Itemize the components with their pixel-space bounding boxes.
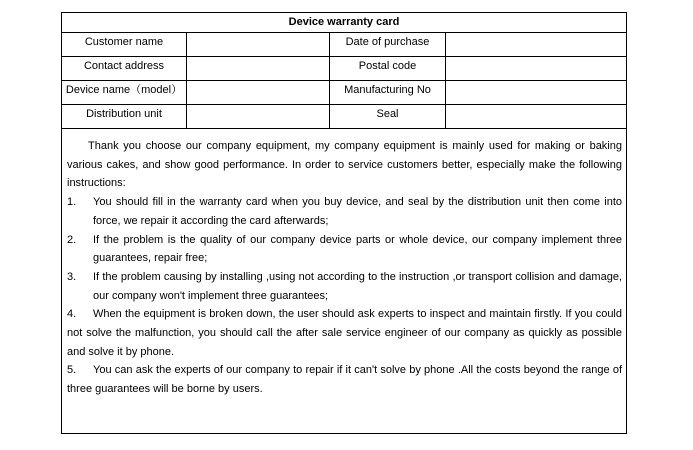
instruction-text: When the equipment is broken down, the user should ask experts to inspect and maintain firstly. If you could not solve the malfunction, you should call the after sale service engineer of our company as quickly as possible and solve it by phone.: [67, 308, 622, 358]
field-row-distribution: [62, 105, 626, 129]
card-title: Device warranty card: [62, 13, 626, 33]
value-manufacturing-no: [446, 81, 626, 104]
field-row-customer: [62, 33, 626, 57]
instruction-number: 2.: [67, 233, 77, 246]
instruction-number: 3.: [67, 270, 77, 283]
instruction-number: 4.: [67, 308, 77, 321]
label-contact-address: Contact address: [62, 57, 187, 80]
value-seal: [446, 105, 626, 128]
instruction-item: [67, 231, 622, 268]
value-customer-name: [187, 33, 330, 56]
instruction-number: 5.: [67, 364, 77, 377]
instruction-item: [67, 193, 622, 230]
label-distribution-unit: Distribution unit: [62, 105, 187, 128]
label-postal-code: Postal code: [330, 57, 446, 80]
field-row-device: [62, 81, 626, 105]
label-customer-name: Customer name: [62, 33, 187, 56]
instructions-body: [67, 137, 622, 399]
value-distribution-unit: [187, 105, 330, 128]
instruction-text: If the problem is the quality of our company device parts or whole device, our company implement three guarantees, repair free;: [93, 233, 622, 265]
value-contact-address: [187, 57, 330, 80]
warranty-card: [61, 12, 627, 434]
instruction-item: [67, 361, 622, 398]
instruction-item: [67, 268, 622, 305]
label-device-name: Device name（model）: [62, 81, 187, 104]
label-manufacturing-no: Manufacturing No: [330, 81, 446, 104]
instruction-item: [67, 305, 622, 361]
value-date-of-purchase: [446, 33, 626, 56]
instruction-text: You can ask the experts of our company to repair if it can't solve by phone .All the costs beyond the range of three guarantees will be borne by users.: [67, 364, 622, 396]
instruction-text: You should fill in the warranty card when you buy device, and seal by the distribution unit then come into force, we repair it according the card afterwards;: [93, 196, 622, 227]
label-date-of-purchase: Date of purchase: [330, 33, 446, 56]
label-seal: Seal: [330, 105, 446, 128]
field-row-address: [62, 57, 626, 81]
instruction-number: 1.: [67, 196, 77, 209]
value-device-name: [187, 81, 330, 104]
instructions-intro: Thank you choose our company equipment, my company equipment is mainly used for making or baking various cakes, and show good performance. In order to service customers better, especially make the following instructions:: [67, 140, 622, 190]
value-postal-code: [446, 57, 626, 80]
instruction-text: If the problem causing by installing ,using not according to the instruction ,or transport collision and damage, our company won't implement three guarantees;: [93, 270, 622, 302]
